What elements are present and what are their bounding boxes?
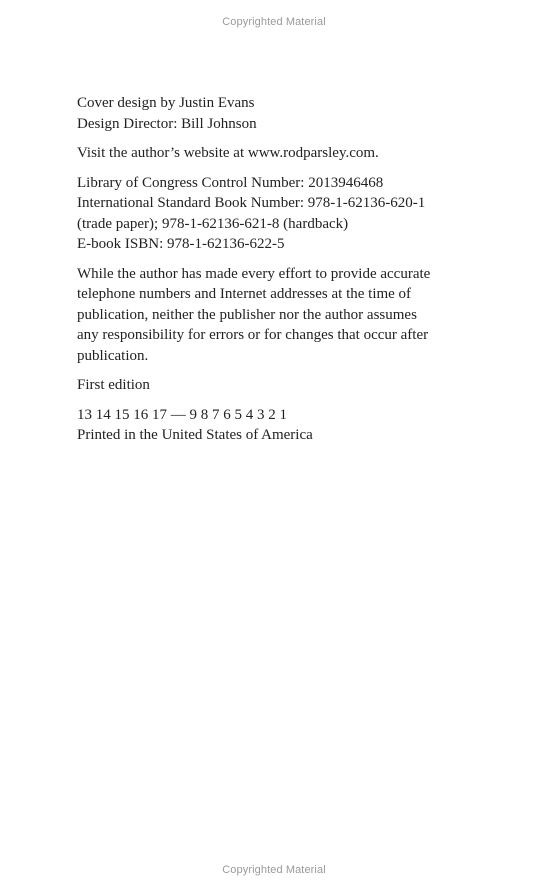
catalog-line: International Standard Book Number: 978-1-62136-620-1 <box>77 195 426 211</box>
catalog-line: Library of Congress Control Number: 2013946468 <box>77 174 384 191</box>
copyright-watermark-bottom: Copyrighted Material <box>222 864 326 876</box>
cover-design-credit: Cover design by Justin Evans <box>77 95 255 111</box>
disclaimer-line: publication, neither the publisher nor the author assumes <box>77 306 417 323</box>
catalog-block <box>77 173 477 255</box>
disclaimer-line: While the author has made every effort to provide accurate <box>77 265 431 282</box>
printed-in-text: Printed in the United States of America <box>77 427 313 443</box>
disclaimer-block <box>77 264 477 367</box>
website-block <box>77 143 477 164</box>
printing-block <box>77 405 477 446</box>
disclaimer-line: publication. <box>77 347 149 364</box>
disclaimer-line: telephone numbers and Internet addresses at the time of <box>77 286 412 302</box>
disclaimer-line: any responsibility for errors or for changes that occur after <box>77 327 429 343</box>
author-website-text: Visit the author’s website at www.rodparsley.com. <box>77 145 379 161</box>
credits-block <box>77 93 477 134</box>
edition-block <box>77 375 477 396</box>
copyright-page-content <box>77 93 477 455</box>
copyright-watermark-top: Copyrighted Material <box>222 16 326 28</box>
catalog-line: E-book ISBN: 978-1-62136-622-5 <box>77 236 285 252</box>
catalog-line: (trade paper); 978-1-62136-621-8 (hardback) <box>77 215 349 232</box>
edition-text: First edition <box>77 377 150 393</box>
design-director-credit: Design Director: Bill Johnson <box>77 115 257 132</box>
printing-number-line: 13 14 15 16 17 — 9 8 7 6 5 4 3 2 1 <box>77 406 287 423</box>
